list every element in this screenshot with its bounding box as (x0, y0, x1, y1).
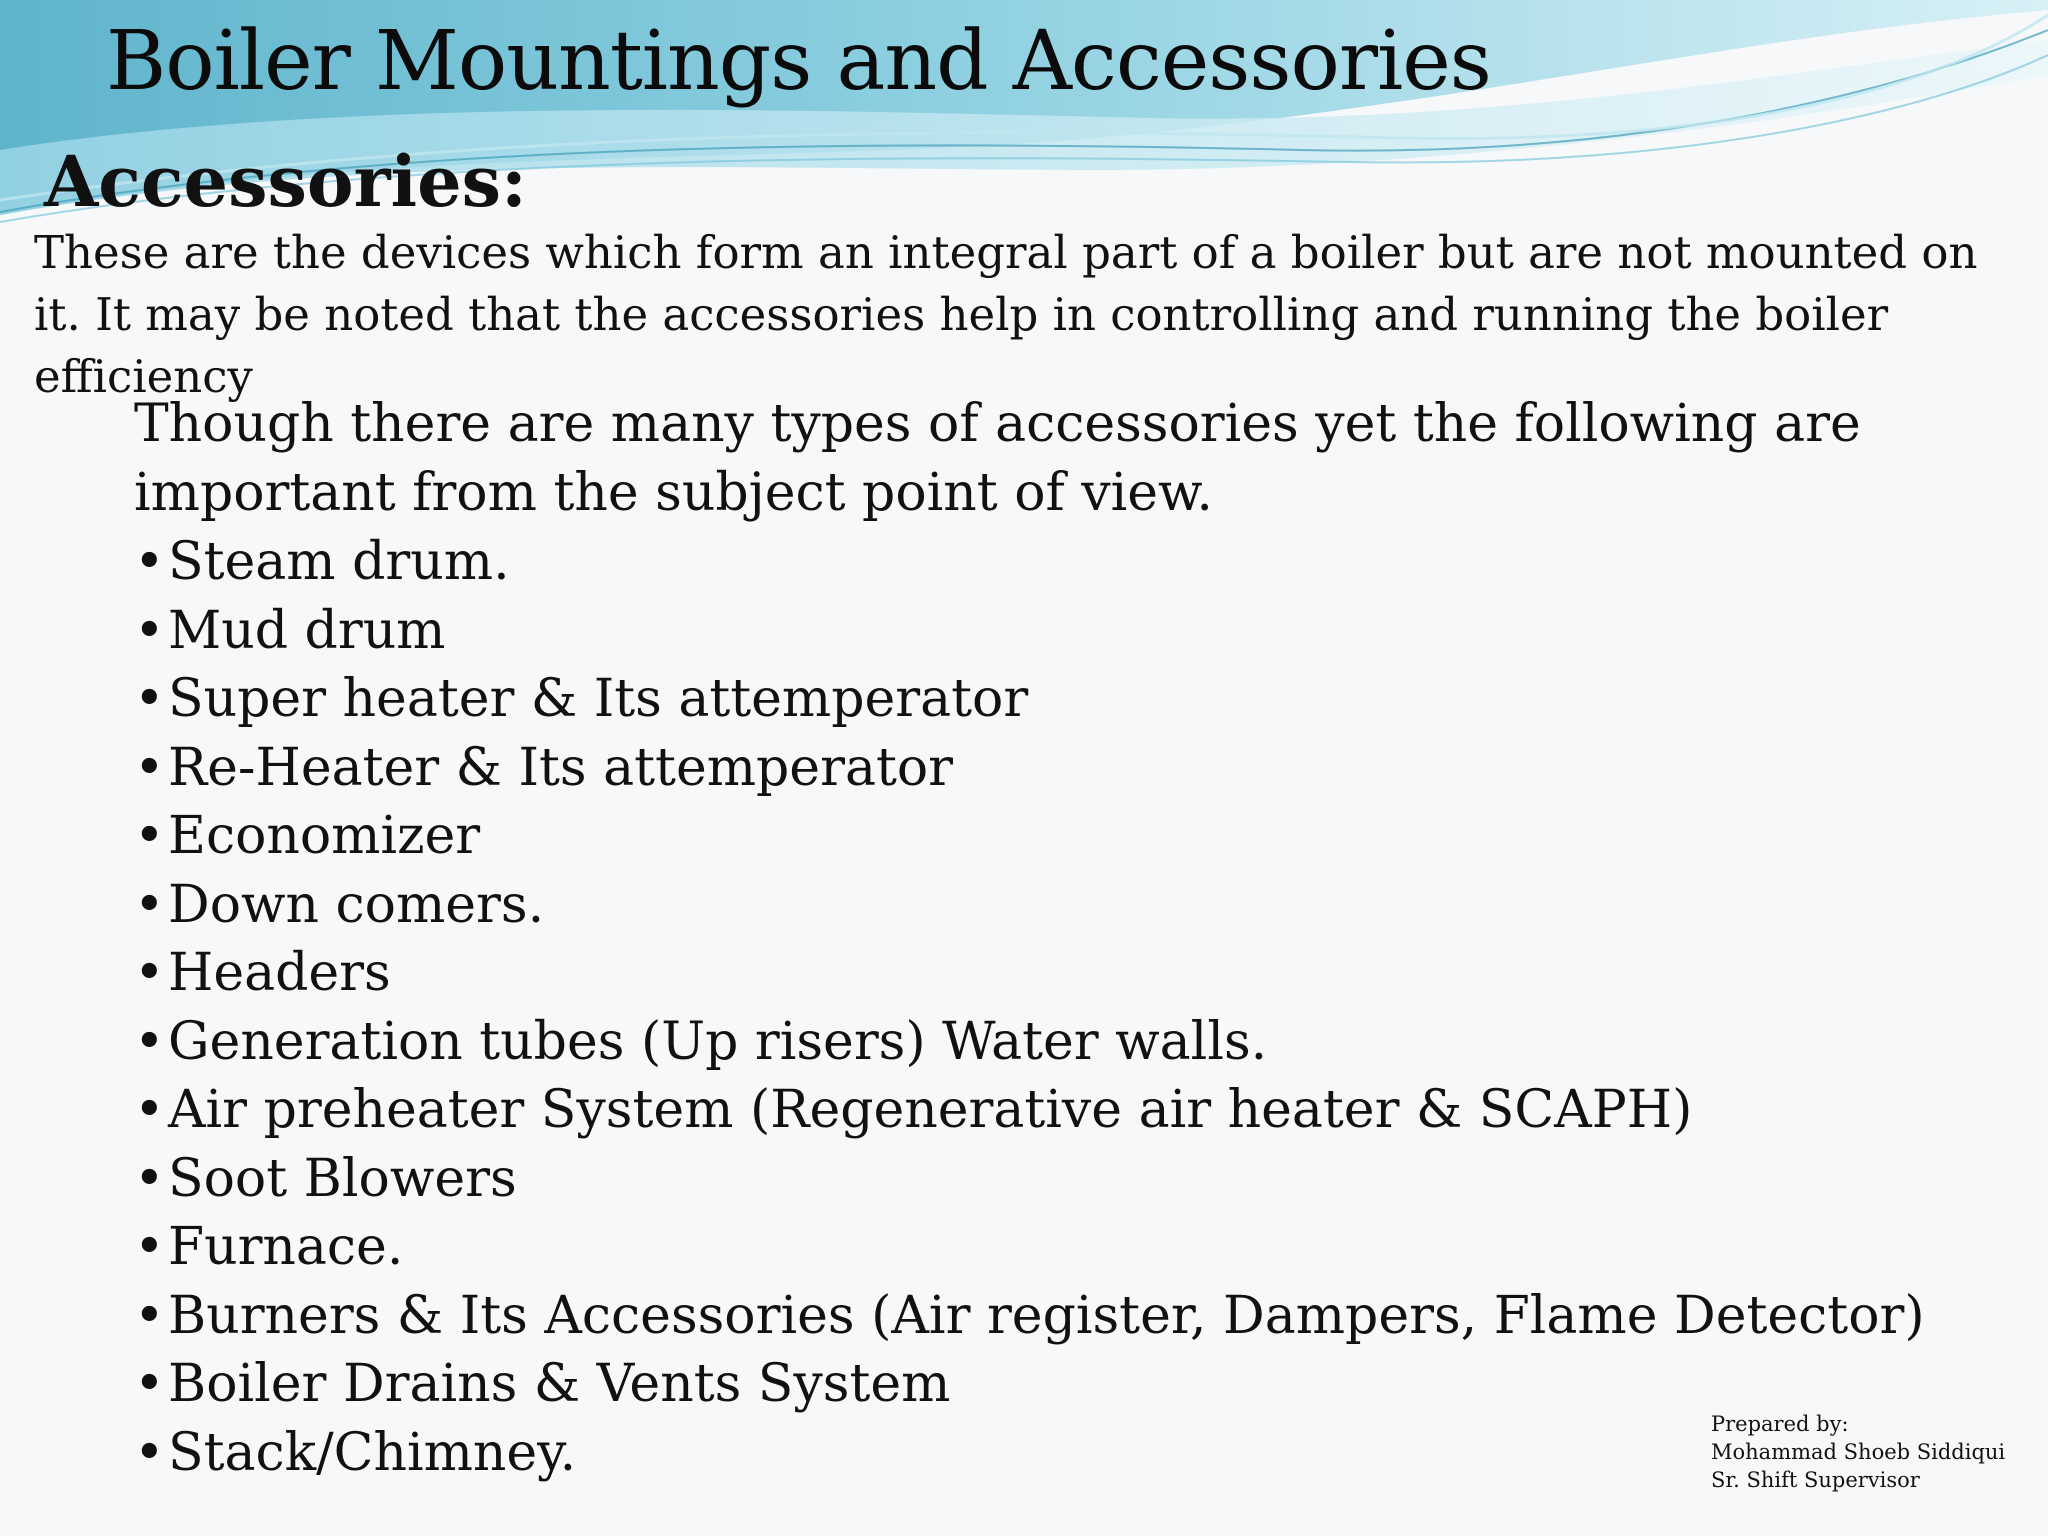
list-item (134, 1008, 1974, 1077)
accessories-list (134, 528, 1974, 1487)
credit-prepared-by: Prepared by: (1711, 1412, 1849, 1436)
list-item-text: Super heater & Its attemperator (168, 669, 1029, 729)
list-item (134, 939, 1974, 1008)
list-item (134, 734, 1974, 803)
list-item-text: Boiler Drains & Vents System (168, 1354, 951, 1414)
list-item (134, 597, 1974, 666)
bullet-icon: • (134, 1080, 165, 1140)
bullet-icon: • (134, 1285, 165, 1346)
list-item (134, 1282, 1974, 1351)
list-item (134, 1350, 1974, 1419)
section-heading (44, 140, 527, 223)
list-item (134, 1076, 1974, 1145)
credit-author-role: Sr. Shift Supervisor (1711, 1468, 1920, 1492)
list-item-text: Economizer (168, 806, 481, 866)
list-item (134, 1145, 1974, 1214)
section-heading-text: Accessories (44, 140, 502, 223)
list-item-text: Stack/Chimney. (168, 1422, 577, 1483)
list-item-text: Furnace. (168, 1217, 404, 1277)
list-item-text: Re-Heater & Its attemperator (168, 737, 954, 798)
list-item (134, 528, 1974, 597)
list-item (134, 665, 1974, 734)
list-item-text: Burners & Its Accessories (Air register, Dampers, Flame Detector) (168, 1285, 1925, 1346)
list-item-text: Air preheater System (Regenerative air heater & SCAPH) (168, 1080, 1693, 1140)
list-item (134, 871, 1974, 940)
list-item (134, 1213, 1974, 1282)
list-item-text: Headers (168, 943, 391, 1003)
list-item-text: Down comers. (168, 874, 545, 935)
intro-paragraph: These are the devices which form an integral part of a boiler but are not mounted on it. It may be noted that the accessories help in controlling and running the boiler efficiency (34, 226, 1978, 403)
list-item-text: Mud drum (168, 600, 446, 661)
bullet-icon: • (134, 874, 165, 935)
list-item-text: Steam drum. (168, 532, 510, 592)
slide-title: Boiler Mountings and Accessories (106, 14, 1491, 109)
bullet-icon: • (134, 1422, 165, 1483)
bullet-icon: • (134, 1217, 165, 1277)
bullet-icon: • (134, 737, 165, 798)
bullet-icon: • (134, 532, 165, 592)
content-block (134, 390, 1974, 1487)
bullet-icon: • (134, 1011, 165, 1072)
bullet-icon: • (134, 806, 165, 866)
credit-author-name: Mohammad Shoeb Siddiqui (1711, 1440, 2006, 1464)
bullet-icon: • (134, 600, 165, 661)
list-item-text: Soot Blowers (168, 1148, 517, 1209)
bullet-icon: • (134, 1354, 165, 1414)
list-item (134, 1419, 1974, 1488)
author-credit (1711, 1410, 2005, 1494)
section-heading-colon: : (501, 140, 527, 223)
bullet-icon: • (134, 669, 165, 729)
bullet-icon: • (134, 1148, 165, 1209)
bullet-icon: • (134, 943, 165, 1003)
list-item-text: Generation tubes (Up risers) Water walls. (168, 1011, 1268, 1072)
lead-paragraph: Though there are many types of accessories yet the following are important from the subject point of view. (134, 394, 1861, 523)
list-item (134, 802, 1974, 871)
